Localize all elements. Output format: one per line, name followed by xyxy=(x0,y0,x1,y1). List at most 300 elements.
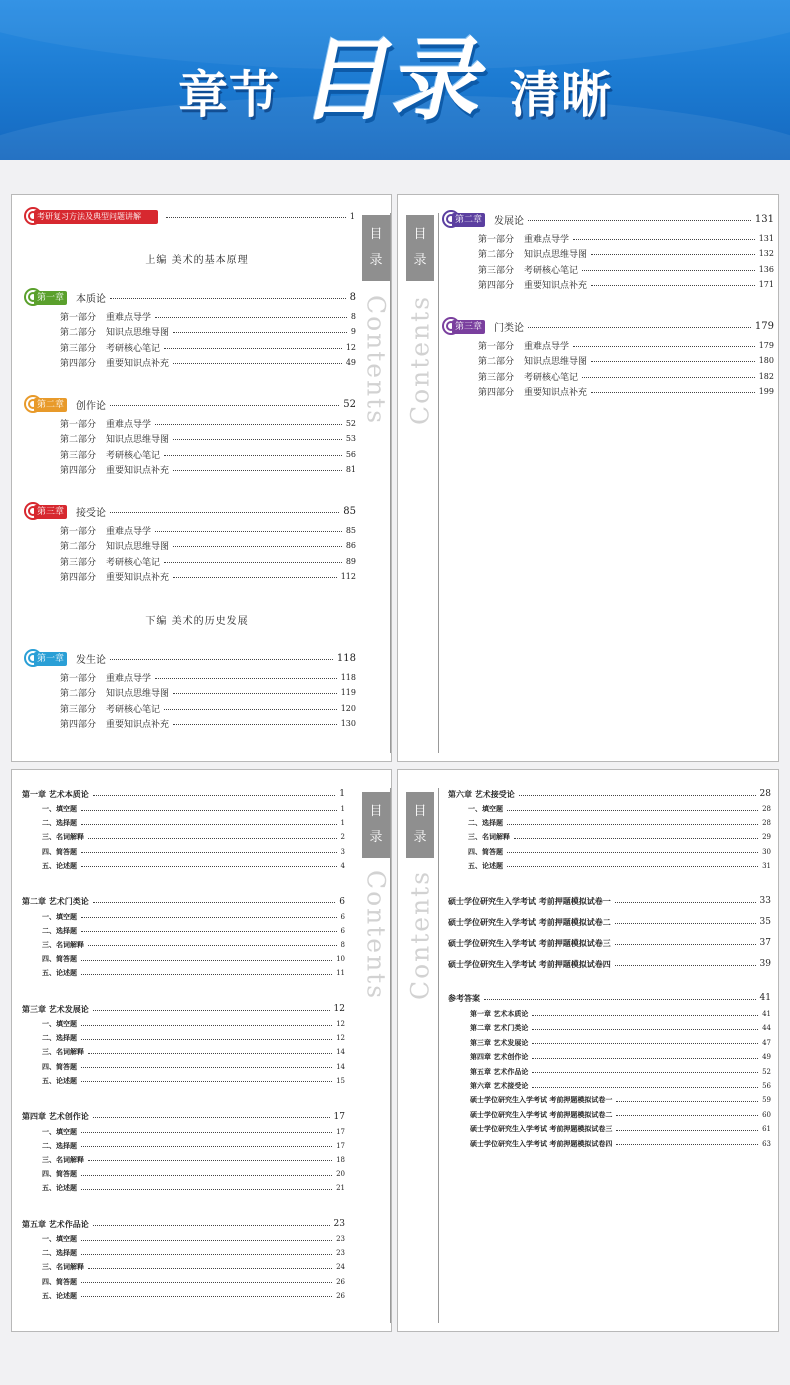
mock-exam-title: 硕士学位研究生入学考试 考前押题模拟试卷三 xyxy=(448,938,611,948)
dot-leader xyxy=(528,220,751,221)
dot-leader xyxy=(81,824,337,825)
chapter-row xyxy=(22,1002,345,1016)
answer-item-page-number: 44 xyxy=(762,1024,771,1033)
mock-exam-title: 硕士学位研究生入学考试 考前押题模拟试卷四 xyxy=(448,959,611,969)
exercise-page-number: 8 xyxy=(340,940,345,949)
exercise-row xyxy=(42,925,345,937)
exercise-page-number: 17 xyxy=(336,1141,345,1150)
toc-part-row xyxy=(478,232,774,244)
dot-leader xyxy=(110,405,339,406)
chapter-row xyxy=(22,1217,345,1231)
exercise-row xyxy=(42,1261,345,1273)
intro-page-number: 1 xyxy=(349,211,355,221)
answer-item-label: 第三章 艺术发展论 xyxy=(470,1038,529,1047)
dot-leader xyxy=(615,902,756,903)
dot-leader xyxy=(616,1101,758,1102)
part-title: 知识点思维导图 xyxy=(106,435,170,445)
exercise-label: 四、简答题 xyxy=(42,1277,77,1286)
dot-leader xyxy=(164,562,342,563)
chapter-badge xyxy=(24,649,70,667)
part-title: 重难点导学 xyxy=(106,526,152,537)
part-title: 知识点思维导图 xyxy=(524,357,588,367)
part-title: 考研核心笔记 xyxy=(106,557,161,568)
exercise-page-number: 12 xyxy=(336,1020,345,1028)
exercise-row xyxy=(468,803,771,815)
chapter-page-number: 118 xyxy=(336,652,356,664)
dot-leader xyxy=(93,1010,330,1011)
dot-leader xyxy=(81,1081,332,1082)
banner-title-right: 清晰 xyxy=(510,66,612,124)
exercise-row xyxy=(42,860,345,872)
part-number: 第四部分 xyxy=(478,388,515,398)
toc-tab xyxy=(406,215,434,281)
mock-exam-row xyxy=(448,915,771,929)
tab-char-1: 目 xyxy=(369,227,383,242)
part-page-number: 86 xyxy=(345,541,356,550)
exercise-label: 五、论述题 xyxy=(42,969,77,978)
exercise-row xyxy=(42,1233,345,1245)
answer-item-page-number: 60 xyxy=(762,1110,771,1119)
chapter-row xyxy=(22,787,345,801)
chapter-row xyxy=(448,787,771,801)
answer-item-label: 第一章 艺术本质论 xyxy=(470,1010,529,1018)
part-title: 知识点思维导图 xyxy=(106,328,170,338)
dot-leader xyxy=(532,1029,758,1030)
exercise-row xyxy=(42,939,345,951)
answer-item-row xyxy=(470,1037,771,1049)
part-page-number: 118 xyxy=(340,672,356,682)
chapter-title: 第三章 艺术发展论 xyxy=(22,1004,89,1014)
part-number: 第四部分 xyxy=(60,720,97,730)
exercise-row xyxy=(42,1126,345,1138)
exercise-page-number: 14 xyxy=(336,1048,345,1057)
exercise-page-number: 1 xyxy=(340,805,345,813)
dot-leader xyxy=(615,923,756,924)
toc-part-row xyxy=(60,357,356,369)
part-number: 第一部分 xyxy=(60,526,97,537)
dot-leader xyxy=(514,838,758,839)
mock-exam-title: 硕士学位研究生入学考试 考前押题模拟试卷二 xyxy=(448,917,611,927)
dot-leader xyxy=(81,1282,332,1283)
dot-leader xyxy=(81,1189,332,1190)
exercise-row xyxy=(42,1046,345,1058)
toc-part-row xyxy=(60,571,356,583)
exercise-row xyxy=(42,1154,345,1166)
exercise-row xyxy=(42,1061,345,1073)
part-title: 重难点导学 xyxy=(106,419,152,430)
dot-leader xyxy=(88,945,337,946)
part-page-number: 9 xyxy=(350,327,356,336)
part-title: 考研核心笔记 xyxy=(106,704,161,715)
exercise-page-number: 6 xyxy=(340,926,345,935)
dot-leader xyxy=(155,678,337,679)
answer-item-label: 第五章 艺术作品论 xyxy=(470,1067,529,1076)
mock-exam-row xyxy=(448,936,771,950)
dot-leader xyxy=(528,327,751,328)
dot-leader xyxy=(591,361,755,362)
dot-leader xyxy=(155,317,347,318)
mock-exam-page-number: 35 xyxy=(759,917,771,927)
toc-part-row xyxy=(60,718,356,730)
dot-leader xyxy=(81,1067,332,1068)
dot-leader xyxy=(81,960,332,961)
toc-part-row xyxy=(478,370,774,382)
part-page-number: 130 xyxy=(340,719,356,728)
chapter-row xyxy=(22,1110,345,1124)
answer-item-label: 第二章 艺术门类论 xyxy=(470,1024,529,1033)
toc-page-2 xyxy=(397,194,779,762)
chapter-page-number: 1 xyxy=(339,789,345,799)
chapter-page-number: 17 xyxy=(333,1111,345,1122)
part-number: 第一部分 xyxy=(478,341,515,352)
dot-leader xyxy=(81,1039,332,1040)
answers-page-number: 41 xyxy=(759,993,771,1003)
exercise-row xyxy=(42,1018,345,1030)
part-page-number: 182 xyxy=(758,371,774,381)
part-page-number: 120 xyxy=(340,703,356,713)
page-divider xyxy=(438,213,439,753)
dot-leader xyxy=(616,1130,758,1131)
page-divider xyxy=(390,788,391,1323)
exercise-page-number: 1 xyxy=(340,819,345,828)
dot-leader xyxy=(81,1025,332,1026)
dot-leader xyxy=(532,1058,758,1059)
part-page-number: 53 xyxy=(345,434,356,443)
answer-item-label: 硕士学位研究生入学考试 考前押题模拟试卷二 xyxy=(470,1110,613,1119)
chapter-title: 发生论 xyxy=(76,654,106,666)
part-title: 知识点思维导图 xyxy=(106,689,170,699)
answer-item-row xyxy=(470,1066,771,1078)
answer-item-label: 硕士学位研究生入学考试 考前押题模拟试卷三 xyxy=(470,1125,613,1134)
chapter-badge xyxy=(24,288,70,306)
dot-leader xyxy=(615,965,756,966)
answer-item-page-number: 47 xyxy=(762,1038,771,1047)
dot-leader xyxy=(110,512,339,513)
dot-leader xyxy=(110,659,333,660)
exercise-row xyxy=(42,846,345,858)
exercise-label: 五、论述题 xyxy=(468,861,503,870)
exercise-label: 二、选择题 xyxy=(42,1141,77,1150)
exercise-row xyxy=(42,953,345,965)
contents-vertical-label: Contents xyxy=(405,294,435,426)
exercise-row xyxy=(42,967,345,979)
part-title: 重难点导学 xyxy=(524,341,570,352)
toc-part-row xyxy=(60,464,356,476)
part-page-number: 85 xyxy=(345,525,356,535)
mock-exam-row xyxy=(448,894,771,908)
part-page-number: 112 xyxy=(340,572,356,581)
part-page-number: 171 xyxy=(758,280,774,289)
dot-leader xyxy=(591,254,755,255)
exercise-row xyxy=(468,846,771,858)
exercise-page-number: 14 xyxy=(336,1062,345,1071)
exercise-row xyxy=(42,1140,345,1152)
part-title: 重要知识点补充 xyxy=(106,466,170,476)
contents-vertical-label: Contents xyxy=(405,869,435,1001)
dot-leader xyxy=(81,1240,332,1241)
dot-leader xyxy=(93,1225,330,1226)
exercise-row xyxy=(42,1075,345,1087)
part-page-number: 52 xyxy=(345,418,356,428)
banner-title-main: 目录 xyxy=(294,28,497,133)
exercise-label: 二、选择题 xyxy=(42,1034,77,1043)
dot-leader xyxy=(507,852,758,853)
dot-leader xyxy=(507,810,758,811)
chapter-title: 本质论 xyxy=(76,293,106,305)
chapter-page-number: 131 xyxy=(754,213,774,225)
answer-item-page-number: 41 xyxy=(762,1010,771,1018)
part-title: 考研核心笔记 xyxy=(524,265,579,276)
chapter-badge xyxy=(24,207,141,225)
chapter-badge-label: 第二章 xyxy=(452,213,485,227)
chapter-page-number: 85 xyxy=(343,505,356,517)
toc-page-3 xyxy=(11,769,392,1332)
dot-leader xyxy=(615,944,756,945)
exercise-row xyxy=(42,803,345,815)
part-title: 重要知识点补充 xyxy=(106,720,170,730)
answer-item-label: 第六章 艺术接受论 xyxy=(470,1082,529,1090)
part-page-number: 56 xyxy=(345,449,356,459)
exercise-label: 四、简答题 xyxy=(42,847,77,856)
exercise-page-number: 20 xyxy=(336,1170,345,1179)
dot-leader xyxy=(164,709,337,710)
exercise-label: 二、选择题 xyxy=(468,819,503,828)
chapter-title: 发展论 xyxy=(494,215,524,227)
tab-char-1: 目 xyxy=(369,804,383,819)
exercise-label: 五、论述题 xyxy=(42,861,77,870)
exercise-page-number: 15 xyxy=(336,1076,345,1085)
toc-part-row xyxy=(60,687,356,699)
exercise-page-number: 28 xyxy=(762,819,771,828)
dot-leader xyxy=(591,285,755,286)
part-title: 知识点思维导图 xyxy=(524,250,588,260)
exercise-page-number: 17 xyxy=(336,1127,345,1136)
chapter-badge xyxy=(24,502,70,520)
toc-tab xyxy=(362,792,390,858)
dot-leader xyxy=(155,424,342,425)
chapter-title: 创作论 xyxy=(76,400,106,412)
chapter-title: 第二章 艺术门类论 xyxy=(22,897,89,906)
chapter-title: 接受论 xyxy=(76,507,106,519)
dot-leader xyxy=(173,439,342,440)
exercise-page-number: 11 xyxy=(336,969,345,978)
chapter-row xyxy=(76,650,356,666)
exercise-row xyxy=(42,817,345,829)
section-heading: 下编 美术的历史发展 xyxy=(145,616,249,627)
answer-item-label: 硕士学位研究生入学考试 考前押题模拟试卷一 xyxy=(470,1096,613,1105)
part-page-number: 8 xyxy=(350,311,356,321)
answer-item-row xyxy=(470,1109,771,1121)
exercise-label: 三、名词解释 xyxy=(468,833,510,842)
exercise-page-number: 29 xyxy=(762,833,771,842)
chapter-title: 第四章 艺术创作论 xyxy=(22,1112,89,1121)
part-number: 第三部分 xyxy=(478,372,515,383)
part-number: 第一部分 xyxy=(60,312,97,323)
chapter-title: 第六章 艺术接受论 xyxy=(448,789,515,799)
part-number: 第三部分 xyxy=(60,704,97,715)
toc-part-row xyxy=(60,341,356,353)
part-number: 第二部分 xyxy=(60,328,97,338)
toc-part-row xyxy=(478,386,774,398)
chapter-row xyxy=(76,396,356,412)
toc-part-row xyxy=(60,524,356,536)
dot-leader xyxy=(616,1115,758,1116)
dot-leader xyxy=(591,392,755,393)
exercise-page-number: 2 xyxy=(340,833,345,842)
toc-page-4 xyxy=(397,769,779,1332)
part-number: 第二部分 xyxy=(60,689,97,699)
exercise-label: 四、简答题 xyxy=(42,955,77,964)
exercise-row xyxy=(42,1168,345,1180)
dot-leader xyxy=(532,1043,758,1044)
exercise-row xyxy=(42,1247,345,1259)
exercise-page-number: 4 xyxy=(340,861,345,870)
toc-part-row xyxy=(60,433,356,445)
toc-part-row xyxy=(60,555,356,567)
chapter-page-number: 6 xyxy=(339,896,345,907)
exercise-page-number: 26 xyxy=(336,1277,345,1286)
part-page-number: 89 xyxy=(345,556,356,566)
mock-exam-page-number: 39 xyxy=(759,959,771,969)
tab-char-1: 目 xyxy=(413,804,427,819)
contents-vertical-label: Contents xyxy=(361,869,391,1001)
exercise-row xyxy=(468,817,771,829)
part-number: 第四部分 xyxy=(478,281,515,291)
part-number: 第二部分 xyxy=(60,542,97,552)
dot-leader xyxy=(81,810,337,811)
part-number: 第三部分 xyxy=(478,265,515,276)
part-title: 重要知识点补充 xyxy=(106,573,170,583)
answers-title: 参考答案 xyxy=(448,993,480,1003)
chapter-badge-label: 第二章 xyxy=(34,398,67,412)
chapter-page-number: 52 xyxy=(343,398,356,410)
dot-leader xyxy=(173,363,342,364)
dot-leader xyxy=(519,795,756,796)
dot-leader xyxy=(173,332,347,333)
exercise-page-number: 24 xyxy=(336,1263,345,1272)
exercise-label: 二、选择题 xyxy=(42,1249,77,1258)
dot-leader xyxy=(110,298,346,299)
exercise-page-number: 21 xyxy=(336,1184,345,1193)
exercise-label: 五、论述题 xyxy=(42,1076,77,1085)
exercise-label: 三、名词解释 xyxy=(42,1263,84,1272)
part-title: 重难点导学 xyxy=(106,673,152,684)
chapter-badge-label: 第一章 xyxy=(34,652,67,666)
dot-leader xyxy=(93,795,335,796)
dot-leader xyxy=(81,1146,332,1147)
toc-part-row xyxy=(60,671,356,683)
dot-leader xyxy=(532,1015,758,1016)
toc-part-row xyxy=(60,448,356,460)
dot-leader xyxy=(164,455,342,456)
part-number: 第四部分 xyxy=(60,573,97,583)
dot-leader xyxy=(573,239,755,240)
exercise-row xyxy=(42,1182,345,1194)
chapter-badge xyxy=(442,210,488,228)
toc-part-row xyxy=(478,248,774,260)
part-number: 第一部分 xyxy=(60,673,97,684)
dot-leader xyxy=(81,931,337,932)
part-page-number: 132 xyxy=(758,249,774,258)
dot-leader xyxy=(166,217,346,218)
dot-leader xyxy=(81,1132,332,1133)
chapter-page-number: 179 xyxy=(754,320,774,332)
dot-leader xyxy=(173,470,342,471)
intro-row xyxy=(162,210,355,222)
answer-item-row xyxy=(470,1051,771,1063)
chapter-badge xyxy=(24,395,70,413)
exercise-label: 一、填空题 xyxy=(42,912,77,921)
dot-leader xyxy=(616,1144,758,1145)
chapter-title: 第五章 艺术作品论 xyxy=(22,1219,89,1229)
part-title: 重要知识点补充 xyxy=(106,359,170,369)
tab-char-2: 录 xyxy=(413,830,427,845)
chapter-badge-label: 考研复习方法及典型问题讲解 xyxy=(34,210,158,224)
toc-part-row xyxy=(478,355,774,367)
part-number: 第一部分 xyxy=(60,419,97,430)
exercise-page-number: 3 xyxy=(340,847,345,856)
tab-char-1: 目 xyxy=(413,227,427,242)
dot-leader xyxy=(507,824,758,825)
chapter-page-number: 23 xyxy=(333,1219,345,1229)
exercise-label: 三、名词解释 xyxy=(42,1048,84,1057)
exercise-page-number: 23 xyxy=(336,1235,345,1243)
answer-item-row xyxy=(470,1123,771,1135)
toc-part-row xyxy=(60,310,356,322)
answer-item-row xyxy=(470,1008,771,1020)
mock-exam-page-number: 37 xyxy=(759,938,771,948)
toc-tab xyxy=(406,792,434,858)
dot-leader xyxy=(532,1072,758,1073)
dot-leader xyxy=(81,917,337,918)
part-title: 重要知识点补充 xyxy=(524,388,588,398)
mock-exam-page-number: 33 xyxy=(759,896,771,906)
chapter-page-number: 12 xyxy=(333,1004,345,1014)
part-number: 第四部分 xyxy=(60,466,97,476)
answer-item-row xyxy=(470,1094,771,1106)
chapter-title: 第一章 艺术本质论 xyxy=(22,789,89,799)
dot-leader xyxy=(507,866,758,867)
chapter-row xyxy=(494,318,774,334)
exercise-label: 一、填空题 xyxy=(42,1020,77,1028)
exercise-row xyxy=(468,831,771,843)
exercise-page-number: 10 xyxy=(336,955,345,964)
part-title: 考研核心笔记 xyxy=(524,372,579,383)
chapter-row xyxy=(22,895,345,909)
exercise-label: 二、选择题 xyxy=(42,926,77,935)
part-title: 考研核心笔记 xyxy=(106,343,161,354)
exercise-page-number: 26 xyxy=(336,1291,345,1300)
toc-tab xyxy=(362,215,390,281)
exercise-label: 一、填空题 xyxy=(42,805,77,813)
dot-leader xyxy=(88,1053,332,1054)
dot-leader xyxy=(88,1268,332,1269)
chapter-badge-label: 第三章 xyxy=(452,320,485,334)
dot-leader xyxy=(81,1175,332,1176)
answer-item-page-number: 63 xyxy=(762,1139,771,1148)
page-divider xyxy=(438,788,439,1323)
dot-leader xyxy=(93,902,335,903)
dot-leader xyxy=(88,838,337,839)
exercise-label: 一、填空题 xyxy=(42,1235,77,1243)
part-number: 第一部分 xyxy=(478,234,515,245)
part-title: 考研核心笔记 xyxy=(106,450,161,461)
exercise-label: 五、论述题 xyxy=(42,1184,77,1193)
exercise-label: 三、名词解释 xyxy=(42,833,84,842)
part-title: 重要知识点补充 xyxy=(524,281,588,291)
chapter-row xyxy=(494,211,774,227)
exercise-row xyxy=(42,831,345,843)
